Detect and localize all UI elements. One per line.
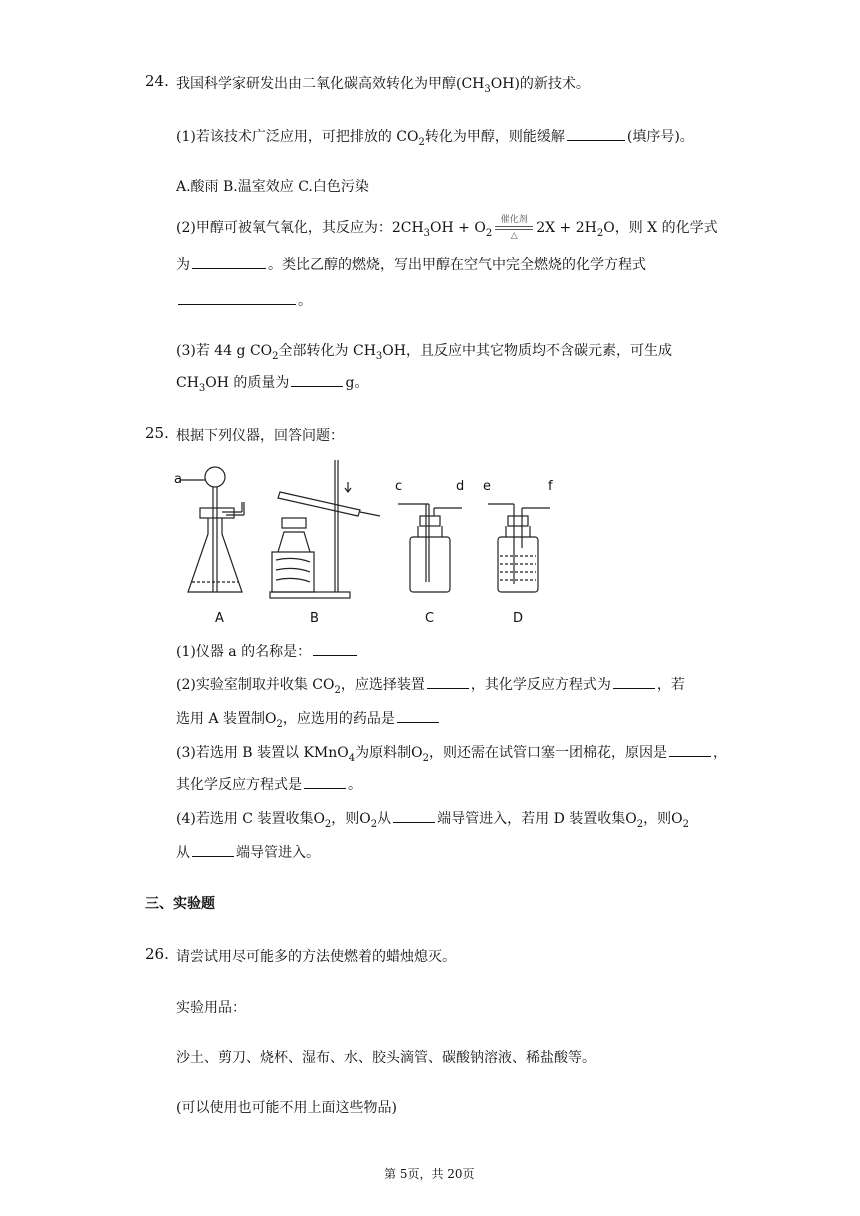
- q25-number: 25.: [145, 424, 169, 442]
- q25-part3-line2: 其化学反应方程式是 。: [176, 774, 362, 794]
- answer-blank[interactable]: [613, 674, 655, 689]
- q24-part2-equation: (2)甲醇可被氧气氧化，其反应为：$2CH_3OH + O_2$ 催化剂 △ $2X + 2H_2O$，则 X 的化学式: [176, 215, 718, 241]
- label-d: d: [456, 479, 465, 494]
- q24-part1: (1)若该技术广泛应用，可把排放的 $CO_2$转化为甲醇，则能缓解 (填序号)。: [176, 126, 694, 146]
- q24-options: A.酸雨 B.温室效应 C.白色污染: [176, 179, 369, 195]
- q25-part4: (4)若选用 C 装置收集$O_2$，则$O_2$从 端导管进入，若用 D 装置收集$O_2$，则$O_2$: [176, 808, 689, 828]
- answer-blank[interactable]: [427, 674, 469, 689]
- q24-stem: 我国科学家研发出由二氧化碳高效转化为甲醇$(CH_3OH)$的新技术。: [176, 76, 590, 95]
- answer-blank[interactable]: [393, 808, 435, 823]
- answer-blank[interactable]: [567, 126, 625, 141]
- apparatus-figure: [170, 452, 570, 632]
- q24-part3: (3)若 44 g $CO_2$全部转化为 $CH_3OH$，且反应中其它物质均不含碳元素，可生成: [176, 343, 672, 362]
- label-a: a: [174, 472, 182, 487]
- catalyst-condition: 催化剂 △: [495, 215, 533, 241]
- answer-blank[interactable]: [313, 641, 357, 656]
- page-footer: 第 5页，共 20页: [384, 1167, 475, 1181]
- answer-blank[interactable]: [669, 742, 711, 757]
- apparatus-a: [180, 467, 244, 592]
- answer-blank[interactable]: [397, 708, 439, 723]
- q26-stem: 请尝试用尽可能多的方法使燃着的蜡烛熄灭。: [176, 949, 456, 965]
- q26-materials-title: 实验用品：: [176, 1000, 246, 1016]
- q25-part4-line2: 从 端导管进入。: [176, 842, 320, 862]
- label-B: B: [310, 611, 319, 626]
- q26-number: 26.: [145, 945, 169, 963]
- q25-part3: (3)若选用 B 装置以 KMnO$_4$为原料制$O_2$，则还需在试管口塞一团棉花，原因是 ，: [176, 742, 727, 762]
- q24-part2-line3: 。: [176, 290, 312, 310]
- answer-blank[interactable]: [192, 254, 266, 269]
- label-C: C: [425, 611, 435, 626]
- apparatus-b: [270, 460, 380, 598]
- answer-blank[interactable]: [291, 372, 343, 387]
- answer-blank[interactable]: [192, 842, 234, 857]
- section-title: 三、实验题: [145, 896, 215, 912]
- label-A: A: [215, 611, 224, 626]
- q24-part2-line2: 为 。类比乙醇的燃烧，写出甲醇在空气中完全燃烧的化学方程式: [176, 254, 646, 274]
- answer-blank[interactable]: [178, 290, 296, 305]
- apparatus-c: [398, 504, 462, 592]
- q25-part1: (1)仪器 a 的名称是：: [176, 641, 359, 661]
- apparatus-d: [488, 504, 550, 592]
- answer-blank[interactable]: [304, 774, 346, 789]
- q25-part2: (2)实验室制取并收集 $CO_2$，应选择装置 ，其化学反应方程式为 ，若: [176, 674, 685, 694]
- q26-note: (可以使用也可能不用上面这些物品): [176, 1100, 397, 1116]
- q24-number: 24.: [145, 72, 169, 90]
- q25-stem: 根据下列仪器，回答问题：: [176, 428, 344, 444]
- label-f: f: [548, 479, 553, 494]
- label-c: c: [395, 479, 403, 494]
- q25-part2-line2: 选用 A 装置制$O_2$，应选用的药品是: [176, 708, 441, 728]
- label-e: e: [483, 479, 491, 494]
- label-D: D: [513, 611, 524, 626]
- q24-part3-line2: $CH_3OH$ 的质量为 g。: [176, 372, 368, 392]
- q26-materials: 沙土、剪刀、烧杯、湿布、水、胶头滴管、碳酸钠溶液、稀盐酸等。: [176, 1050, 596, 1066]
